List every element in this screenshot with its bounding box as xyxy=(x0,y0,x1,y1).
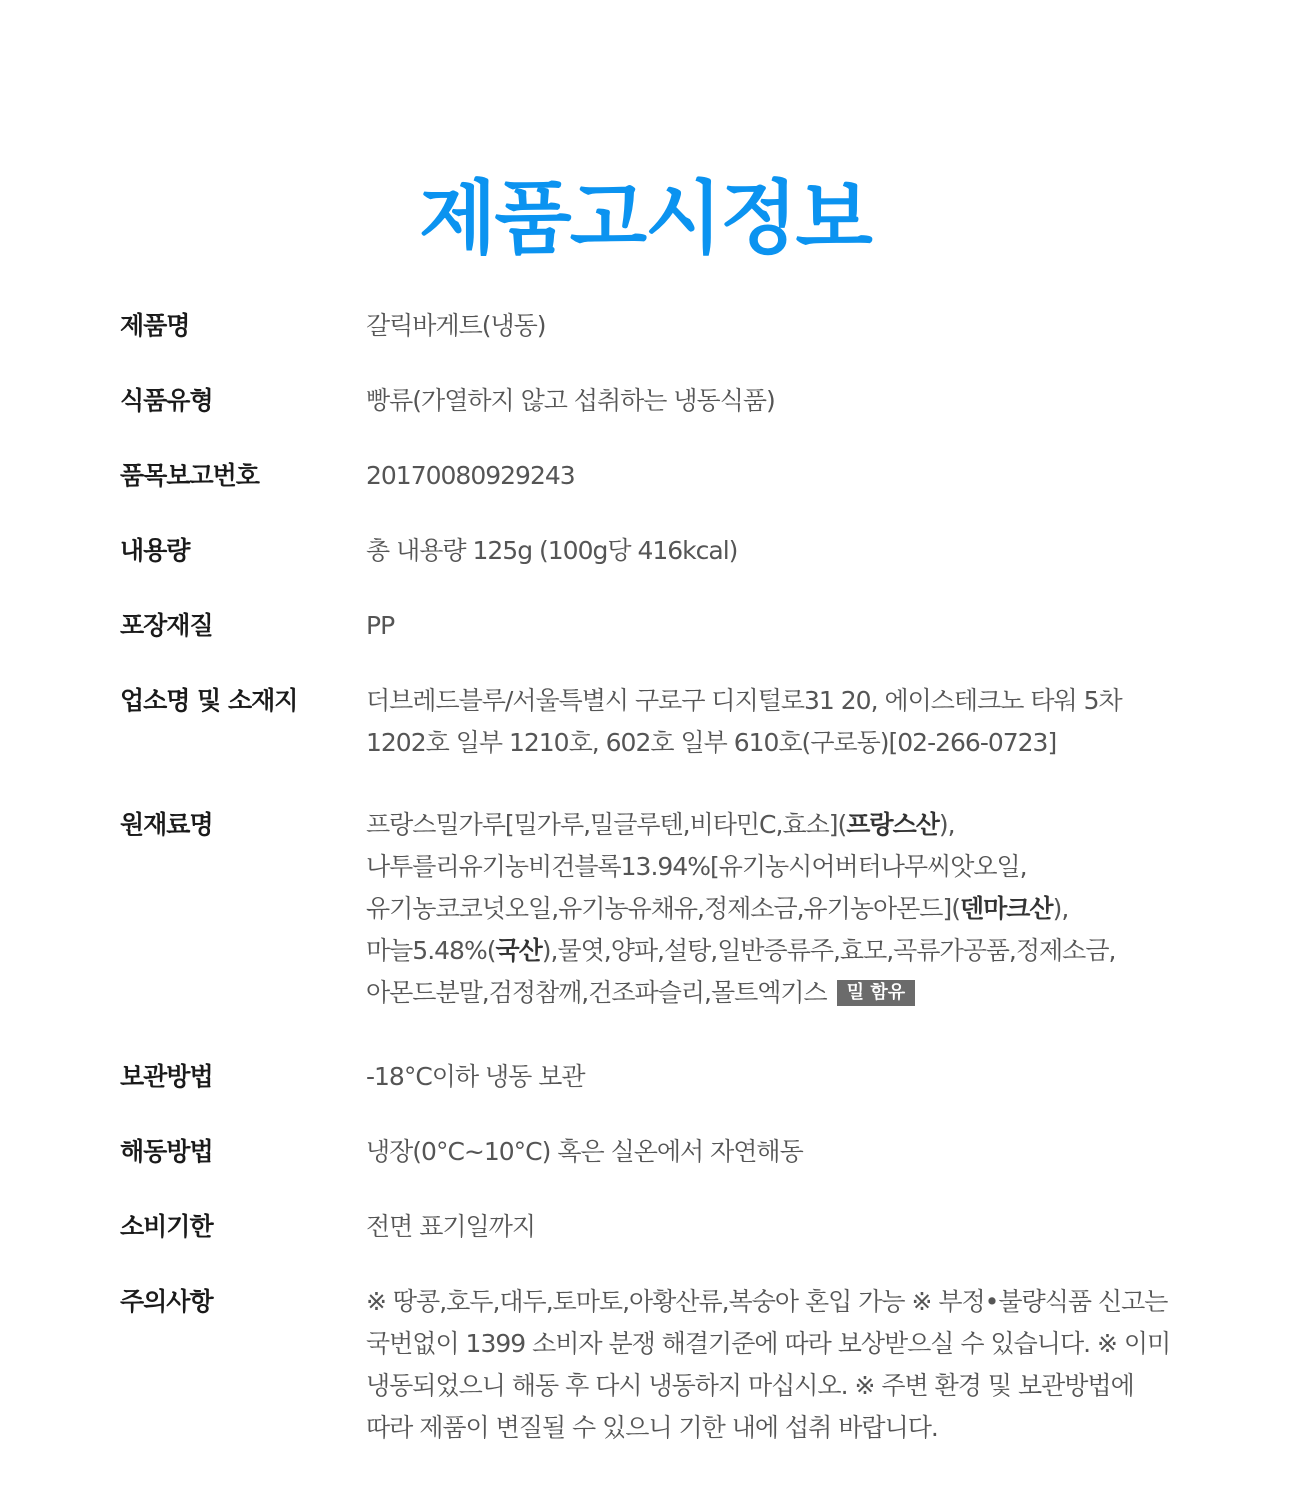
allergen-badge: 밀 함유 xyxy=(837,980,915,1006)
value-precautions: ※ 땅콩,호두,대두,토마토,아황산류,복숭아 혼입 가능 ※ 부정•불량식품 신고는 국번없이 1399 소비자 분쟁 해결기준에 따라 보상받으실 수 있습니다. ※ 이미 냉동되었으니 해동 후 다시 냉동하지 마십시오. ※ 주변 환경 및 보관방법에 따라 제품이 변질될 수 있으니 기한 내에 섭취 바랍니다. xyxy=(366,1287,1171,1442)
row-report-number xyxy=(120,455,1180,497)
value-product-name: 갈릭바게트(냉동) xyxy=(366,311,546,340)
row-precautions xyxy=(120,1281,1180,1449)
ingredients-text-4: ),물엿,양파,설탕,일반증류주,효모,곡류가공품,정제소금,아몬드분말,검정참깨,건조파슬리,몰트엑기스 xyxy=(366,936,1116,1007)
label-manufacturer: 업소명 및 소재지 xyxy=(120,686,298,715)
origin-france: 프랑스산 xyxy=(846,810,939,839)
value-packaging: PP xyxy=(366,611,395,640)
value-storage: -18°C이하 냉동 보관 xyxy=(366,1062,585,1091)
value-ingredients xyxy=(366,804,1180,1014)
ingredients-text-2: ),나투를리유기농비건블록13.94%[유기농시어버터나무씨앗오일,유기농코코넛오일,유기농유채유,정제소금,유기농아몬드]( xyxy=(366,810,1027,923)
value-thawing: 냉장(0°C~10°C) 혹은 실온에서 자연해동 xyxy=(366,1137,803,1166)
value-manufacturer: 더브레드블루/서울특별시 구로구 디지털로31 20, 에이스테크노 타워 5차 1202호 일부 1210호, 602호 일부 610호(구로동)[02-266-0723] xyxy=(366,686,1122,757)
row-ingredients xyxy=(120,804,1180,1014)
label-product-name: 제품명 xyxy=(120,311,190,340)
row-food-type xyxy=(120,380,1180,422)
value-report-number: 20170080929243 xyxy=(366,461,575,490)
row-product-name xyxy=(120,305,1180,347)
row-manufacturer xyxy=(120,680,1180,764)
origin-korea: 국산 xyxy=(495,936,542,965)
value-expiry: 전면 표기일까지 xyxy=(366,1212,535,1241)
label-packaging: 포장재질 xyxy=(120,611,213,640)
ingredients-text-1: 프랑스밀가루[밀가루,밀글루텐,비타민C,효소]( xyxy=(366,810,847,839)
row-expiry xyxy=(120,1206,1180,1248)
label-food-type: 식품유형 xyxy=(120,386,213,415)
ingredients-text-3: ),마늘5.48%( xyxy=(366,894,1069,965)
label-report-number: 품목보고번호 xyxy=(120,461,259,490)
label-storage: 보관방법 xyxy=(120,1062,213,1091)
product-info-table xyxy=(120,305,1180,1449)
row-content-amount xyxy=(120,530,1180,572)
label-content-amount: 내용량 xyxy=(120,536,190,565)
row-thawing xyxy=(120,1131,1180,1173)
row-storage xyxy=(120,1056,1180,1098)
label-thawing: 해동방법 xyxy=(120,1137,213,1166)
label-ingredients: 원재료명 xyxy=(120,810,213,839)
page-title: 제품고시정보 xyxy=(419,171,871,265)
origin-denmark: 덴마크산 xyxy=(959,894,1053,923)
row-packaging xyxy=(120,605,1180,647)
value-food-type: 빵류(가열하지 않고 섭취하는 냉동식품) xyxy=(366,386,775,415)
value-content-amount: 총 내용량 125g (100g당 416kcal) xyxy=(366,536,738,565)
label-precautions: 주의사항 xyxy=(120,1287,213,1316)
label-expiry: 소비기한 xyxy=(120,1212,213,1241)
